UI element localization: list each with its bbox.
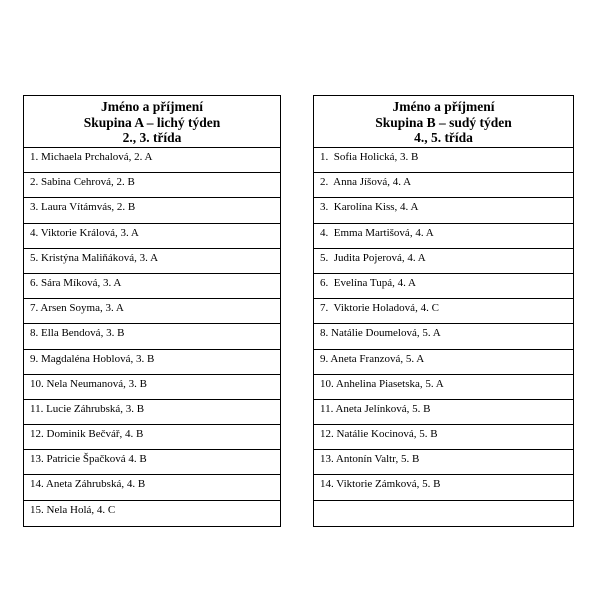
group-b-header-name-label: Jméno a příjmení bbox=[392, 99, 495, 115]
group-b-student-6: 6. Evelína Tupá, 4. A bbox=[314, 273, 574, 298]
group-a-student-7: 7. Arsen Soyma, 3. A bbox=[24, 299, 281, 324]
table-row bbox=[314, 349, 574, 374]
table-row bbox=[24, 173, 281, 198]
group-a-student-6: 6. Sára Míková, 3. A bbox=[24, 273, 281, 298]
table-row bbox=[24, 223, 281, 248]
table-row bbox=[24, 425, 281, 450]
group-b-table bbox=[313, 95, 574, 527]
group-b-student-13: 13. Antonín Valtr, 5. B bbox=[314, 450, 574, 475]
group-a-student-13: 13. Patricie Špačková 4. B bbox=[24, 450, 281, 475]
group-b-student-5: 5. Judita Pojerová, 4. A bbox=[314, 248, 574, 273]
group-b-student-11: 11. Aneta Jelínková, 5. B bbox=[314, 399, 574, 424]
table-row bbox=[24, 273, 281, 298]
table-row bbox=[24, 198, 281, 223]
table-row bbox=[314, 500, 574, 526]
group-b-student-8: 8. Natálie Doumelová, 5. A bbox=[314, 324, 574, 349]
group-b-header bbox=[314, 96, 574, 148]
group-b-header-group-label: Skupina B – sudý týden bbox=[375, 114, 512, 130]
table-row bbox=[314, 173, 574, 198]
table-row bbox=[24, 299, 281, 324]
table-row bbox=[314, 425, 574, 450]
group-a-student-12: 12. Dominik Bečvář, 4. B bbox=[24, 425, 281, 450]
group-b-student-10: 10. Anhelina Piasetska, 5. A bbox=[314, 374, 574, 399]
table-row bbox=[314, 223, 574, 248]
table-row bbox=[314, 273, 574, 298]
group-b-student-12: 12. Natálie Kocinová, 5. B bbox=[314, 425, 574, 450]
table-row bbox=[24, 500, 281, 526]
group-a-student-15: 15. Nela Holá, 4. C bbox=[24, 500, 281, 526]
group-a-header-row bbox=[24, 96, 281, 148]
group-b-student-3: 3. Karolína Kiss, 4. A bbox=[314, 198, 574, 223]
group-a-student-5: 5. Kristýna Maliňáková, 3. A bbox=[24, 248, 281, 273]
group-b-student-7: 7. Viktorie Holadová, 4. C bbox=[314, 299, 574, 324]
group-b-header-grades: 4., 5. třída bbox=[414, 130, 473, 146]
table-row bbox=[314, 148, 574, 173]
table-row bbox=[24, 148, 281, 173]
table-row bbox=[24, 399, 281, 424]
group-a-student-14: 14. Aneta Záhrubská, 4. B bbox=[24, 475, 281, 500]
group-a-student-9: 9. Magdaléna Hoblová, 3. B bbox=[24, 349, 281, 374]
group-b-student-2: 2. Anna Jíšová, 4. A bbox=[314, 173, 574, 198]
table-row bbox=[314, 324, 574, 349]
group-b-student-14: 14. Viktorie Zámková, 5. B bbox=[314, 475, 574, 500]
table-row bbox=[314, 475, 574, 500]
group-a-student-8: 8. Ella Bendová, 3. B bbox=[24, 324, 281, 349]
table-row bbox=[314, 450, 574, 475]
group-a-table bbox=[23, 95, 281, 527]
table-row bbox=[314, 198, 574, 223]
group-b-student-1: 1. Sofia Holická, 3. B bbox=[314, 148, 574, 173]
group-a-student-11: 11. Lucie Záhrubská, 3. B bbox=[24, 399, 281, 424]
group-a-student-1: 1. Michaela Prchalová, 2. A bbox=[24, 148, 281, 173]
group-a-student-3: 3. Laura Vítámvás, 2. B bbox=[24, 198, 281, 223]
table-row bbox=[24, 374, 281, 399]
table-row bbox=[314, 374, 574, 399]
table-row bbox=[24, 450, 281, 475]
group-b-student-4: 4. Emma Martišová, 4. A bbox=[314, 223, 574, 248]
table-row bbox=[24, 248, 281, 273]
group-b-header-row bbox=[314, 96, 574, 148]
group-a-header bbox=[24, 96, 281, 148]
group-a-student-4: 4. Viktorie Králová, 3. A bbox=[24, 223, 281, 248]
group-a-student-2: 2. Sabina Cehrová, 2. B bbox=[24, 173, 281, 198]
group-a-header-grades: 2., 3. třída bbox=[122, 130, 182, 146]
table-row bbox=[314, 299, 574, 324]
group-a-header-name-label: Jméno a příjmení bbox=[101, 99, 203, 115]
table-row bbox=[314, 399, 574, 424]
table-row bbox=[24, 475, 281, 500]
table-row bbox=[24, 349, 281, 374]
group-b-student-9: 9. Aneta Franzová, 5. A bbox=[314, 349, 574, 374]
group-a-student-10: 10. Nela Neumanová, 3. B bbox=[24, 374, 281, 399]
table-row bbox=[24, 324, 281, 349]
table-row bbox=[314, 248, 574, 273]
group-a-header-group-label: Skupina A – lichý týden bbox=[83, 114, 221, 130]
group-b-student-15-empty bbox=[314, 500, 574, 526]
